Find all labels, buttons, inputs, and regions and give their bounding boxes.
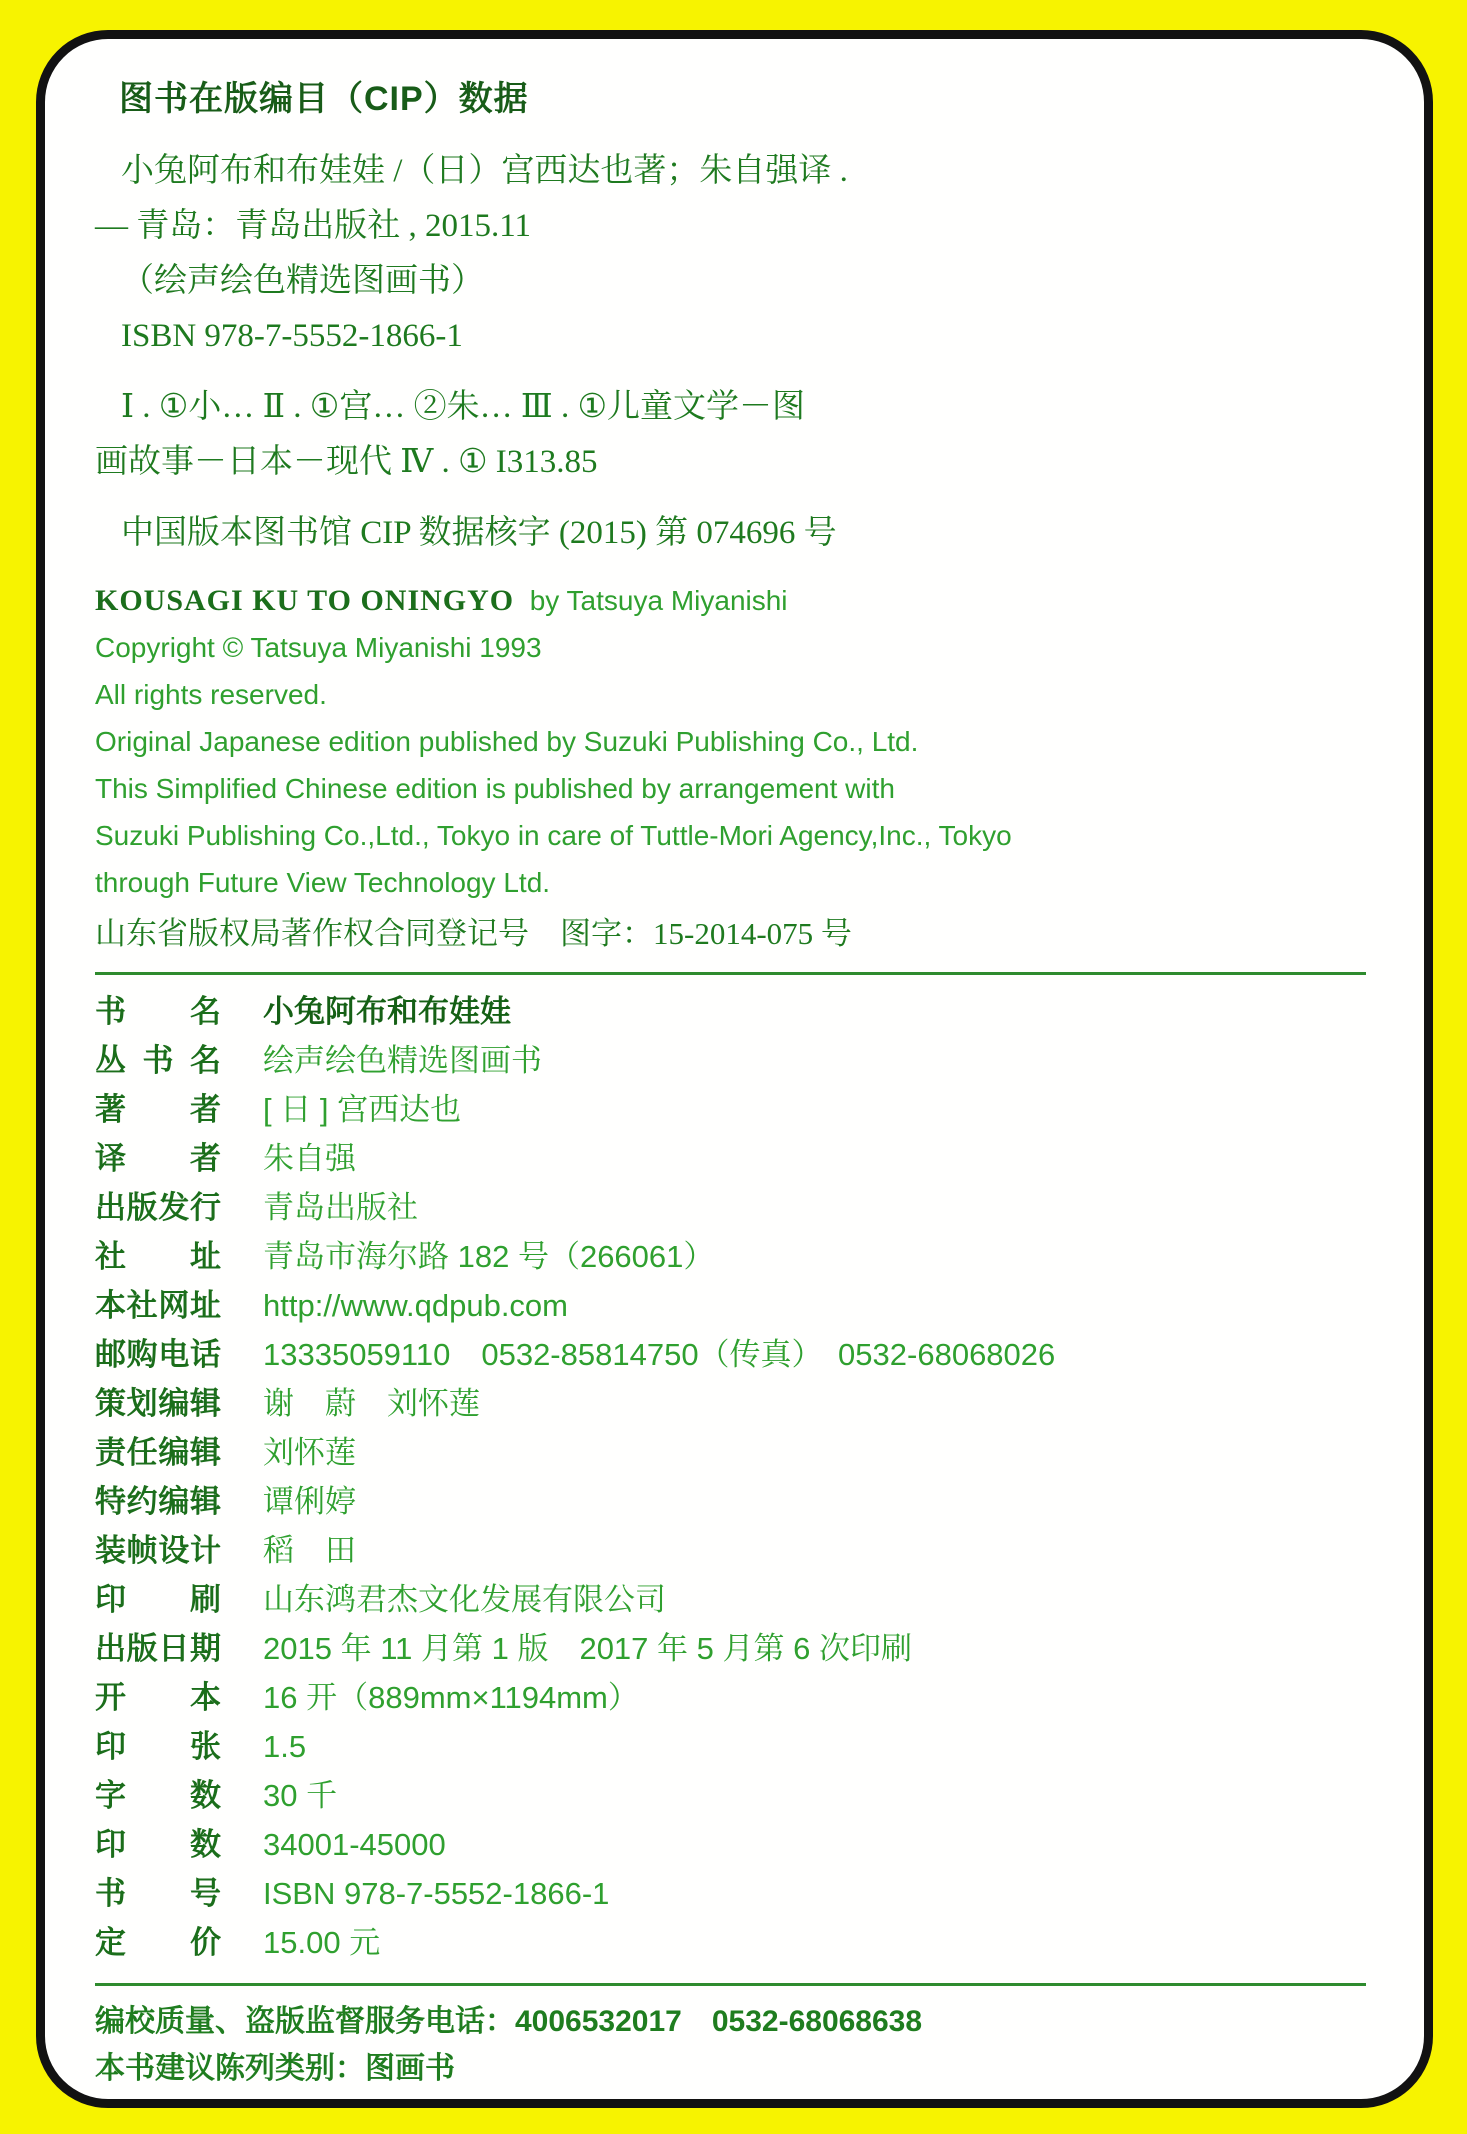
cip-line-classification-2: 画故事－日本－现代 Ⅳ . ① I313.85: [95, 444, 598, 480]
row-value: 青岛出版社: [263, 1190, 418, 1225]
table-row-translator: [95, 1134, 1366, 1183]
row-label: 责任编辑: [95, 1435, 221, 1470]
chinese-edition-line-3: through Future View Technology Ltd.: [95, 867, 551, 898]
row-label: 书号: [95, 1876, 221, 1911]
row-value: ISBN 978-7-5552-1866-1: [263, 1876, 610, 1911]
row-value: 山东鸿君杰文化发展有限公司: [263, 1582, 666, 1617]
row-label: 出版发行: [95, 1190, 221, 1225]
table-row-responsible-editor: [95, 1428, 1366, 1477]
row-label: 社址: [95, 1239, 221, 1274]
cip-line-publisher: — 青岛：青岛出版社 , 2015.11: [95, 208, 532, 244]
row-value: 13335059110 0532-85814750（传真） 0532-68068026: [263, 1337, 1056, 1372]
table-row-contributing-editor: [95, 1477, 1366, 1526]
table-row-book-title: [95, 987, 1366, 1036]
table-row-design: [95, 1526, 1366, 1575]
table-row-isbn: [95, 1869, 1366, 1918]
footer-section: [95, 1998, 1366, 2092]
row-value: 34001-45000: [263, 1827, 446, 1862]
table-row-word-count: [95, 1771, 1366, 1820]
original-title: KOUSAGI KU TO ONINGYO: [95, 584, 515, 617]
table-row-publication-date: [95, 1624, 1366, 1673]
row-label: 出版日期: [95, 1631, 221, 1666]
shelving-category: 本书建议陈列类别：图画书: [95, 2052, 455, 2085]
table-row-price: [95, 1918, 1366, 1967]
row-label: 印张: [95, 1729, 221, 1764]
table-row-website: [95, 1281, 1366, 1330]
table-row-print-run: [95, 1820, 1366, 1869]
row-value: 16 开（889mm×1194mm）: [263, 1680, 639, 1715]
row-value: 谭俐婷: [263, 1484, 356, 1519]
cip-line-series: （绘声绘色精选图画书）: [121, 263, 484, 299]
divider-top: [95, 972, 1366, 975]
original-title-line: [95, 577, 1366, 624]
table-row-address: [95, 1232, 1366, 1281]
original-edition-line: Original Japanese edition published by Suzuki Publishing Co., Ltd.: [95, 726, 919, 757]
row-label: 邮购电话: [95, 1337, 221, 1372]
row-label: 著者: [95, 1092, 221, 1127]
row-label: 特约编辑: [95, 1484, 221, 1519]
row-value: 绘声绘色精选图画书: [263, 1043, 542, 1078]
row-label: 书名: [95, 994, 221, 1029]
table-row-publisher: [95, 1183, 1366, 1232]
row-value: 2015 年 11 月第 1 版 2017 年 5 月第 6 次印刷: [263, 1631, 912, 1666]
row-value: [ 日 ] 宫西达也: [263, 1092, 462, 1127]
page-frame: [36, 30, 1433, 2108]
row-label: 印刷: [95, 1582, 221, 1617]
row-label: 装帧设计: [95, 1533, 221, 1568]
cip-line-registration-number: 中国版本图书馆 CIP 数据核字 (2015) 第 074696 号: [121, 515, 837, 551]
chinese-edition-line-1: This Simplified Chinese edition is published by arrangement with: [95, 773, 895, 804]
divider-bottom: [95, 1983, 1366, 1986]
copyright-section: [95, 577, 1366, 958]
row-value: 刘怀莲: [263, 1435, 356, 1470]
chinese-edition-line-2: Suzuki Publishing Co.,Ltd., Tokyo in care of Tuttle-Mori Agency,Inc., Tokyo: [95, 820, 1012, 851]
cip-section: [95, 71, 1366, 561]
row-value: 朱自强: [263, 1141, 356, 1176]
row-value: 15.00 元: [263, 1925, 381, 1960]
quality-hotline: 编校质量、盗版监督服务电话：4006532017 0532-68068638: [95, 2005, 923, 2038]
original-author: by Tatsuya Miyanishi: [529, 585, 788, 616]
rights-reserved-line: All rights reserved.: [95, 679, 327, 710]
table-row-printer: [95, 1575, 1366, 1624]
table-row-format: [95, 1673, 1366, 1722]
row-label: 印数: [95, 1827, 221, 1862]
cip-line-isbn: ISBN 978-7-5552-1866-1: [121, 318, 463, 354]
book-metadata-table: [95, 987, 1366, 1967]
table-row-planning-editor: [95, 1379, 1366, 1428]
row-label: 策划编辑: [95, 1386, 221, 1421]
table-row-author: [95, 1085, 1366, 1134]
table-row-order-phone: [95, 1330, 1366, 1379]
row-value: 小兔阿布和布娃娃: [263, 994, 511, 1029]
row-value: http://www.qdpub.com: [263, 1288, 568, 1323]
table-row-printed-sheets: [95, 1722, 1366, 1771]
row-value: 谢 蔚 刘怀莲: [263, 1386, 480, 1421]
row-label: 定价: [95, 1925, 221, 1960]
row-label: 开本: [95, 1680, 221, 1715]
row-label: 译者: [95, 1141, 221, 1176]
table-row-series-title: [95, 1036, 1366, 1085]
cip-line-classification-1: Ⅰ . ①小… Ⅱ . ①宫… ②朱… Ⅲ . ①儿童文学－图: [121, 389, 806, 425]
row-value: 30 千: [263, 1778, 338, 1813]
row-value: 青岛市海尔路 182 号（266061）: [263, 1239, 715, 1274]
row-value: 稻 田: [263, 1533, 356, 1568]
row-label: 字数: [95, 1778, 221, 1813]
row-label: 丛书名: [95, 1043, 221, 1078]
cip-line-title-statement: 小兔阿布和布娃娃 /（日）宫西达也著；朱自强译 .: [121, 153, 848, 189]
copyright-contract-registration: 山东省版权局著作权合同登记号 图字：15-2014-075 号: [95, 916, 852, 951]
row-value: 1.5: [263, 1729, 307, 1764]
copyright-line: Copyright © Tatsuya Miyanishi 1993: [95, 632, 542, 663]
cip-title: 图书在版编目（CIP）数据: [119, 80, 529, 118]
row-label: 本社网址: [95, 1288, 221, 1323]
